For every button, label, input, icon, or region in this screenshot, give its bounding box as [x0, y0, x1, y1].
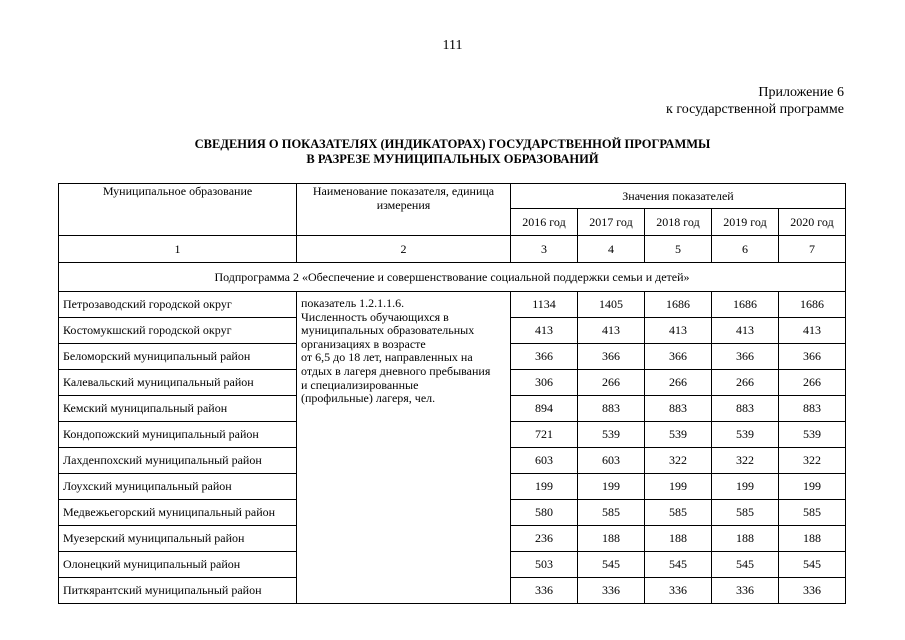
header-values: Значения показателей: [511, 184, 846, 209]
indicator-value: 266: [645, 370, 712, 396]
indicator-value: 894: [511, 396, 578, 422]
table-row: [59, 292, 846, 318]
indicator-value: 545: [779, 552, 846, 578]
indicator-value: 366: [779, 344, 846, 370]
municipality-name: Кемский муниципальный район: [59, 396, 297, 422]
appendix-line-2: к государственной программе: [666, 102, 844, 117]
indicator-value: 322: [645, 448, 712, 474]
indicator-value: 366: [578, 344, 645, 370]
appendix-note: [666, 84, 844, 118]
indicator-text-line: Численность обучающихся в: [301, 309, 449, 324]
indicator-description: [297, 292, 511, 604]
indicator-value: 199: [578, 474, 645, 500]
indicator-value: 1405: [578, 292, 645, 318]
indicator-value: 188: [779, 526, 846, 552]
indicator-text-line: организациях в возрасте: [301, 336, 426, 351]
municipality-name: Костомукшский городской округ: [59, 318, 297, 344]
indicator-value: 366: [712, 344, 779, 370]
indicator-text-line: от 6,5 до 18 лет, направленных на: [301, 350, 473, 365]
indicator-value: 413: [578, 318, 645, 344]
column-number: 1: [59, 236, 297, 263]
indicator-value: 883: [779, 396, 846, 422]
header-municipality: Муниципальное образование: [59, 184, 297, 236]
title-line-1: СВЕДЕНИЯ О ПОКАЗАТЕЛЯХ (ИНДИКАТОРАХ) ГОСУДАРСТВЕННОЙ ПРОГРАММЫ: [194, 137, 711, 151]
indicator-value: 366: [511, 344, 578, 370]
indicator-value: 545: [712, 552, 779, 578]
indicators-table: [58, 183, 846, 604]
indicator-value: 721: [511, 422, 578, 448]
indicator-value: 266: [712, 370, 779, 396]
indicator-value: 322: [779, 448, 846, 474]
header-indicator: Наименование показателя, единица измерения: [297, 184, 511, 236]
municipality-name: Кондопожский муниципальный район: [59, 422, 297, 448]
indicator-value: 322: [712, 448, 779, 474]
indicator-text-line: показатель 1.2.1.1.6.: [301, 296, 405, 310]
indicator-value: 413: [712, 318, 779, 344]
column-number: 6: [712, 236, 779, 263]
indicator-value: 883: [645, 396, 712, 422]
indicator-value: 199: [511, 474, 578, 500]
indicator-value: 266: [779, 370, 846, 396]
indicator-text-line: и специализированные: [301, 377, 419, 392]
indicator-value: 199: [712, 474, 779, 500]
header-year: 2016 год: [511, 209, 578, 236]
indicator-value: 306: [511, 370, 578, 396]
municipality-name: Лахденпохский муниципальный район: [59, 448, 297, 474]
indicator-value: 1686: [645, 292, 712, 318]
indicator-value: 188: [712, 526, 779, 552]
indicator-value: 336: [712, 578, 779, 604]
header-year: 2019 год: [712, 209, 779, 236]
indicator-value: 413: [511, 318, 578, 344]
indicator-value: 266: [578, 370, 645, 396]
indicator-value: 545: [578, 552, 645, 578]
indicator-value: 585: [578, 500, 645, 526]
column-number: 3: [511, 236, 578, 263]
indicator-value: 585: [645, 500, 712, 526]
municipality-name: Лоухский муниципальный район: [59, 474, 297, 500]
indicator-value: 366: [645, 344, 712, 370]
subprogram-title: Подпрограмма 2 «Обеспечение и совершенствование социальной поддержки семьи и детей»: [59, 263, 846, 292]
column-numbers-row: [59, 236, 846, 263]
indicator-value: 236: [511, 526, 578, 552]
indicator-value: 1686: [712, 292, 779, 318]
header-year: 2020 год: [779, 209, 846, 236]
indicator-value: 603: [511, 448, 578, 474]
indicator-value: 580: [511, 500, 578, 526]
indicator-value: 336: [578, 578, 645, 604]
page-number: 111: [442, 38, 463, 53]
document-title: [0, 137, 905, 167]
indicator-value: 413: [779, 318, 846, 344]
indicator-text-line: муниципальных образовательных: [301, 323, 475, 338]
indicator-value: 336: [645, 578, 712, 604]
indicator-value: 539: [645, 422, 712, 448]
municipality-name: Калевальский муниципальный район: [59, 370, 297, 396]
indicator-text-line: (профильные) лагеря, чел.: [301, 391, 436, 406]
indicator-value: 603: [578, 448, 645, 474]
indicator-value: 883: [712, 396, 779, 422]
indicator-value: 585: [779, 500, 846, 526]
indicator-value: 336: [779, 578, 846, 604]
header-year: 2017 год: [578, 209, 645, 236]
indicator-text-line: отдых в лагеря дневного пребывания: [301, 363, 491, 378]
municipality-name: Муезерский муниципальный район: [59, 526, 297, 552]
indicator-value: 1134: [511, 292, 578, 318]
column-number: 4: [578, 236, 645, 263]
municipality-name: Медвежьегорский муниципальный район: [59, 500, 297, 526]
indicator-value: 336: [511, 578, 578, 604]
title-line-2: В РАЗРЕЗЕ МУНИЦИПАЛЬНЫХ ОБРАЗОВАНИЙ: [306, 152, 599, 166]
table-body: [59, 236, 846, 604]
indicator-value: 545: [645, 552, 712, 578]
indicator-value: 539: [779, 422, 846, 448]
indicator-value: 413: [645, 318, 712, 344]
indicator-value: 188: [645, 526, 712, 552]
municipality-name: Питкярантский муниципальный район: [59, 578, 297, 604]
municipality-name: Олонецкий муниципальный район: [59, 552, 297, 578]
header-year: 2018 год: [645, 209, 712, 236]
indicator-value: 539: [712, 422, 779, 448]
indicator-value: 199: [645, 474, 712, 500]
municipality-name: Беломорский муниципальный район: [59, 344, 297, 370]
indicator-value: 503: [511, 552, 578, 578]
column-number: 7: [779, 236, 846, 263]
subprogram-row: [59, 263, 846, 292]
column-number: 5: [645, 236, 712, 263]
indicator-value: 1686: [779, 292, 846, 318]
indicator-value: 199: [779, 474, 846, 500]
municipality-name: Петрозаводский городской округ: [59, 292, 297, 318]
indicator-value: 585: [712, 500, 779, 526]
indicator-value: 539: [578, 422, 645, 448]
column-number: 2: [297, 236, 511, 263]
appendix-line-1: Приложение 6: [758, 85, 844, 100]
indicator-value: 188: [578, 526, 645, 552]
indicator-value: 883: [578, 396, 645, 422]
